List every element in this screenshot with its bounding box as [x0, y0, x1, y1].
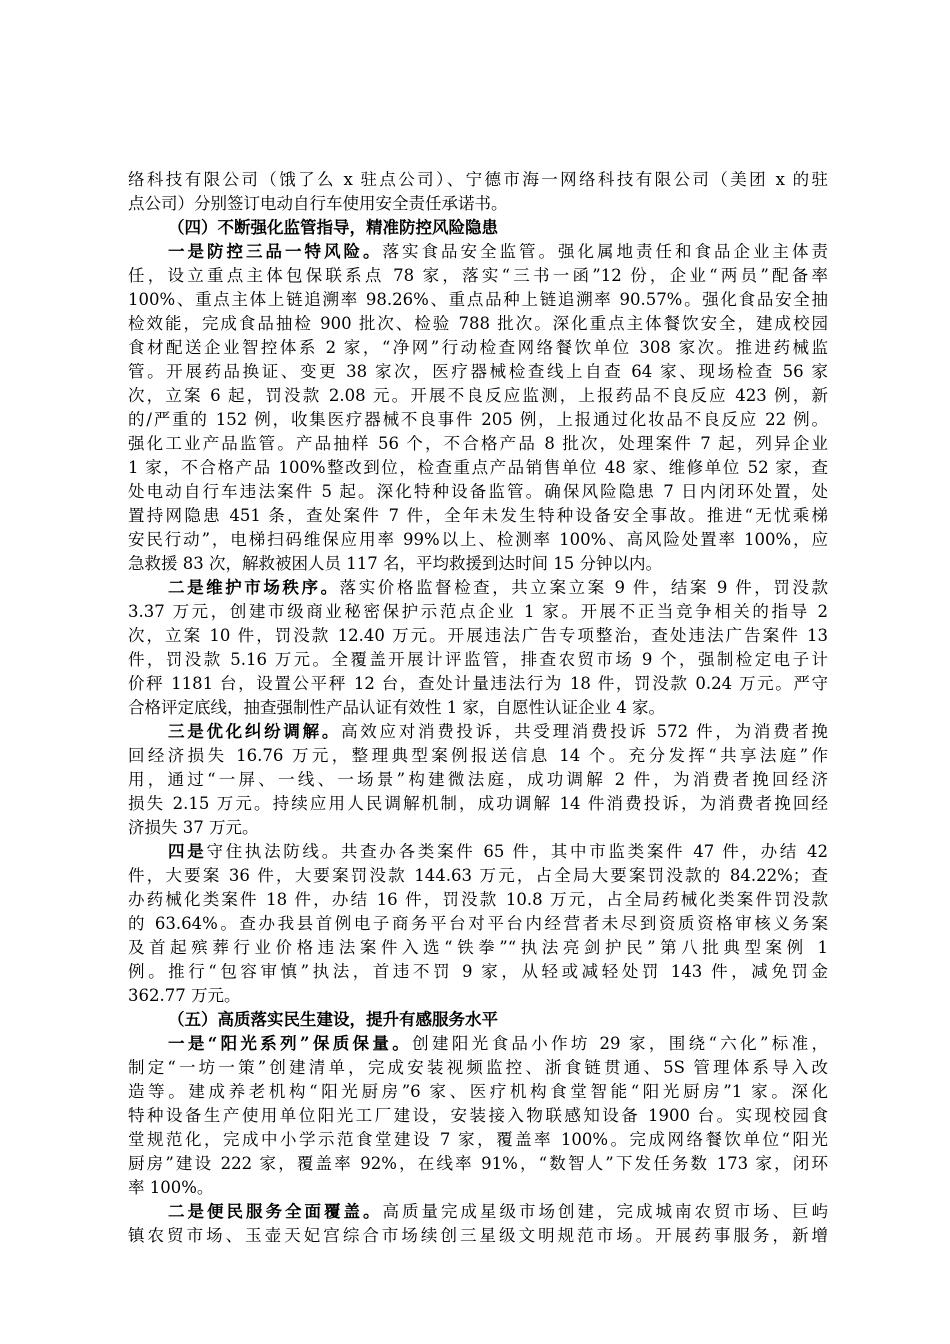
text-line: 362.77 万元。	[128, 986, 241, 1005]
text-line: 件，罚没款 5.16 万元。全覆盖开展计评监管，排查农贸市场 9 个，强制检定电子计	[128, 650, 828, 669]
paragraph-start	[168, 840, 828, 864]
text-line: 置持网隐患 451 条，查处案件 7 件，全年未发生特种设备安全事故。推进“无忧乘梯	[128, 506, 828, 525]
text-line: 强化工业产品监管。产品抽样 56 个，不合格产品 8 批次，处理案件 7 起，列异企业	[128, 434, 828, 453]
text-line: 办药械化类案件 18 件，办结 16 件，罚没款 10.8 万元，占全局药械化类案件罚没款	[128, 890, 828, 909]
text-run: 守住执法防线。共查办各类案件 65 件，其中市监类案件 47 件，办结 42	[206, 842, 828, 861]
paragraph-start	[168, 240, 828, 264]
paragraph-lead: 四是	[168, 842, 207, 861]
text-line: 制定“一坊一策”创建清单，完成安装视频监控、浙食链贯通、5S 管理体系导入改	[128, 1058, 828, 1077]
text-line: 管。开展药品换证、变更 38 家次，医疗器械检查线上自查 64 家、现场检查 56 家	[128, 362, 828, 381]
text-line: 的/严重的 152 例，收集医疗器械不良事件 205 例，上报通过化妆品不良反应 22 例。	[128, 410, 828, 429]
text-line: 例。推行“包容审慎”执法，首违不罚 9 家，从轻或减轻处罚 143 件，减免罚金	[128, 962, 828, 981]
text-line: 损失 2.15 万元。持续应用人民调解机制，成功调解 14 件消费投诉，为消费者挽回经	[128, 794, 828, 813]
text-line: 价秤 1181 台，设置公平秤 12 台，查处计量违法行为 18 件，罚没款 0.24 万元。严守	[128, 674, 828, 693]
text-line: 安民行动”，电梯扫码维保应用率 99%以上、检测率 100%、高风险处置率 100%，应	[128, 530, 828, 549]
text-line: 合格评定底线，抽查强制性产品认证有效性 1 家，自愿性认证企业 4 家。	[128, 698, 665, 717]
text-line: 检效能，完成食品抽检 900 批次、检验 788 批次。深化重点主体餐饮安全，建成校园	[128, 314, 828, 333]
paragraph-lead: 三是优化纠纷调解。	[168, 722, 342, 741]
text-line: 处电动自行车违法案件 5 起。深化特种设备监管。确保风险隐患 7 日内闭环处置，处	[128, 482, 828, 501]
paragraph-lead: 一是“阳光系列”保质保量。	[168, 1034, 413, 1053]
text-line: 1 家，不合格产品 100%整改到位，检查重点产品销售单位 48 家、维修单位 52 家，查	[128, 458, 828, 477]
text-line: 济损失 37 万元。	[128, 818, 259, 837]
text-run: 高效应对消费投诉，共受理消费投诉 572 件，为消费者挽	[341, 722, 828, 741]
text-line: 件，大要案 36 件，大要案罚没款 144.63 万元，占全局大要案罚没款的 84.22%；查	[128, 866, 828, 885]
text-line: 次，立案 10 件，罚没款 12.40 万元。开展违法广告专项整治，查处违法广告案件 13	[128, 626, 828, 645]
text-line: 造等。建成养老机构“阳光厨房”6 家、医疗机构食堂智能“阳光厨房”1 家。深化	[128, 1082, 828, 1101]
text-run: 落实食品安全监管。强化属地责任和食品企业主体责	[382, 242, 828, 261]
text-run: 创建阳光食品小作坊 29 家，围绕“六化”标准，	[412, 1034, 828, 1053]
text-line: 及首起殡葬行业价格违法案件入选“铁拳”“执法亮剑护民”第八批典型案例 1	[128, 938, 828, 957]
text-line: 任，设立重点主体包保联系点 78 家，落实“三书一函”12 份，企业“两员”配备率	[128, 266, 828, 285]
text-line: 络科技有限公司（饿了么 x 驻点公司）、宁德市海一网络科技有限公司（美团 x 的驻	[128, 170, 828, 189]
paragraph-start	[168, 1032, 828, 1056]
text-line: 镇农贸市场、玉壶天妃宫综合市场续创三星级文明规范市场。开展药事服务，新增	[128, 1226, 828, 1245]
text-line: 的 63.64%。查办我县首例电子商务平台对平台内经营者未尽到资质资格审核义务案	[128, 914, 828, 933]
text-run: 高质量完成星级市场创建，完成城南农贸市场、巨屿	[382, 1202, 828, 1221]
paragraph-start	[168, 720, 828, 744]
text-line: 厨房”建设 222 家，覆盖率 92%，在线率 91%，“数智人”下发任务数 173 家，闭环	[128, 1154, 828, 1173]
text-line: 回经济损失 16.76 万元，整理典型案例报送信息 14 个。充分发挥“共享法庭”作	[128, 746, 828, 765]
section-heading: （四）不断强化监管指导，精准防控风险隐患	[168, 218, 498, 237]
text-line: 食材配送企业智控体系 2 家，“净网”行动检查网络餐饮单位 308 家次。推进药械监	[128, 338, 828, 357]
paragraph-start	[168, 1200, 828, 1224]
text-line: 100%、重点主体上链追溯率 98.26%、重点品种上链追溯率 90.57%。强化食品安全抽	[128, 290, 828, 309]
text-line: 点公司）分别签订电动自行车使用安全责任承诺书。	[128, 194, 508, 213]
text-line: 特种设备生产使用单位阳光工厂建设，安装接入物联感知设备 1900 台。实现校园食	[128, 1106, 828, 1125]
paragraph-lead: 二是维护市场秩序。	[168, 578, 340, 597]
text-line: 急救援 83 次，解救被困人员 117 名，平均救援到达时间 15 分钟以内。	[128, 554, 662, 573]
paragraph-lead: 一是防控三品一特风险。	[168, 242, 383, 261]
section-heading: （五）高质落实民生建设，提升有感服务水平	[168, 1010, 498, 1029]
text-line: 用，通过“一屏、一线、一场景”构建微法庭，成功调解 2 件，为消费者挽回经济	[128, 770, 828, 789]
text-run: 落实价格监督检查，共立案立案 9 件，结案 9 件，罚没款	[339, 578, 828, 597]
text-line: 堂规范化，完成中小学示范食堂建设 7 家，覆盖率 100%。完成网络餐饮单位“阳光	[128, 1130, 828, 1149]
text-line: 次，立案 6 起，罚没款 2.08 元。开展不良反应监测，上报药品不良反应 423 例，新	[128, 386, 828, 405]
text-line: 3.37 万元，创建市级商业秘密保护示范点企业 1 家。开展不正当竞争相关的指导 2	[128, 602, 828, 621]
paragraph-lead: 二是便民服务全面覆盖。	[168, 1202, 383, 1221]
paragraph-start	[168, 576, 828, 600]
text-line: 率 100%。	[128, 1178, 214, 1197]
